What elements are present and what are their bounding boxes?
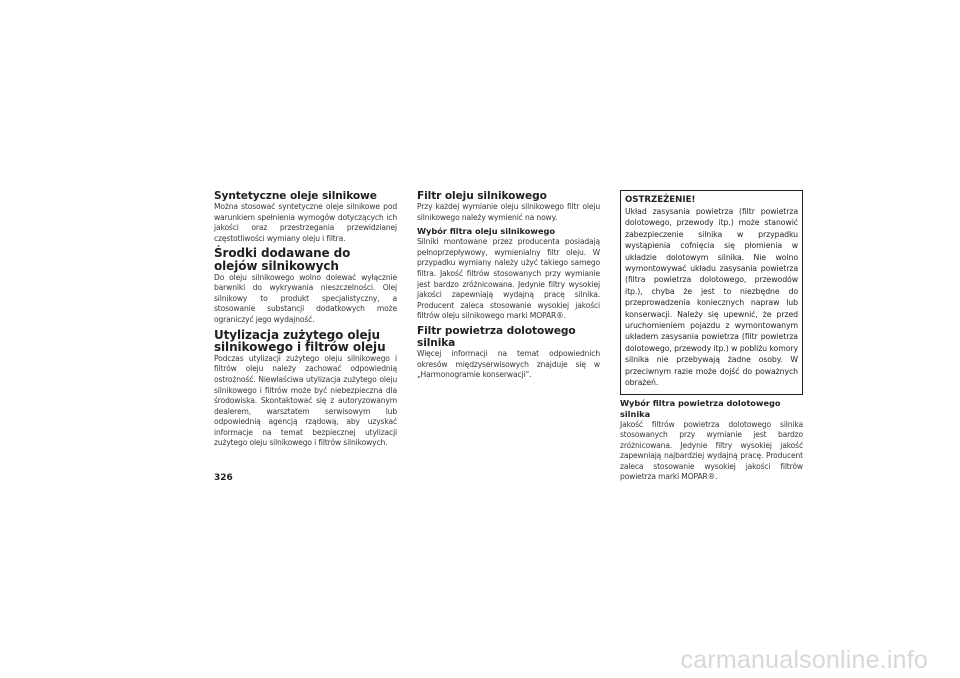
right-column: [620, 190, 803, 486]
section-heading-oil-additives: Środki dodawane do olejów silnikowych: [214, 246, 351, 273]
section-heading-oil-disposal: Utylizacja zużytego oleju silnikowego i filtrów oleju: [214, 327, 386, 355]
watermark: carmanualsonline.info: [680, 646, 928, 674]
section-body-oil-filter: Przy każdej wymianie oleju silnikowego filtr oleju silnikowego należy wymienić na nowy.: [417, 202, 600, 222]
left-column: [214, 190, 397, 452]
subheading-oil-filter-selection: Wybór filtra oleju silnikowego: [417, 226, 555, 237]
section-body-oil-disposal: Podczas utylizacji zużytego oleju silnikowego i filtrów oleju należy zachować odpowiednią ostrożność. Niewłaściwa utylizacja zużytego oleju silnikowego i filtrów może być niebezpieczna dla środowiska. Skontaktować się z autoryzowanym dealerem, warsztatem serwisowym lub odpowiednią agencją rządową, aby uzyskać informacje na temat bezpiecznej utylizacji zużytego oleju silnikowego i filtrów silnikowych.: [214, 353, 397, 448]
warning-title: OSTRZEŻENIE!: [625, 195, 696, 205]
section-body-air-filter: Więcej informacji na temat odpowiednich okresów międzyserwisowych znajduje się w „Harmonogramie konserwacji”.: [417, 348, 600, 380]
warning-text: Układ zasysania powietrza (filtr powietrza dolotowego, przewody itp.) może stanowić zabezpieczenie silnika w przypadku wystąpienia cofnięcia się płomienia w układzie dolotowym silnika. Nie wolno wymontowywać układu zasysania powietrza (filtra powietrza dolotowego, przewodów itp.), chyba że jest to niezbędne do przeprowadzenia koniecznych napraw lub konserwacji. Należy się upewnić, że przed uruchomieniem pojazdu z wymontowanym układem zasysania powietrza (filtr powietrza dolotowego, przewody itp.) w pobliżu komory silnika nie przebywają żadne osoby. W przeciwnym razie może dojść do poważnych obrażeń.: [625, 207, 798, 388]
section-body-oil-additives: Do oleju silnikowego wolno dolewać wyłącznie barwniki do wykrywania nieszczelności. Olej silnikowy to produkt specjalistyczny, a stosowanie substancji dodatkowych może ograniczyć jego wydajność.: [214, 272, 397, 324]
section-heading-oil-filter: Filtr oleju silnikowego: [417, 190, 547, 202]
section-heading-air-filter: Filtr powietrza dolotowego silnika: [417, 324, 576, 349]
page-number: 326: [214, 473, 233, 483]
middle-column: [417, 190, 600, 384]
warning-box: [620, 190, 803, 395]
section-body-synthetic-oils: Można stosować syntetyczne oleje silnikowe pod warunkiem spełnienia wymogów dotyczących ich jakości oraz przestrzegania przewidzianej częstotliwości wymiany oleju i filtra.: [214, 202, 397, 243]
body-air-filter-selection: Jakość filtrów powietrza dolotowego silnika stosowanych przy wymianie jest bardzo zróżnicowana. Jedynie filtry wysokiej jakość zapewniają najbardziej wydajną pracę. Producent zaleca stosowanie wysokiej jakości filtrów powietrza marki MOPAR®.: [620, 419, 803, 482]
body-oil-filter-selection: Silniki montowane przez producenta posiadają pełnoprzepływowy, wymienialny filtr oleju. W przypadku wymiany należy użyć takiego samego filtra. Jakość filtrów stosowanych przy wymianie jest bardzo zróżnicowana. Jedynie filtry wysokiej jakości zapewniają wydajną pracę silnika. Producent zaleca stosowanie wysokiej jakości filtrów oleju silnikowego marki MOPAR®.: [417, 237, 600, 321]
section-heading-synthetic-oils: Syntetyczne oleje silnikowe: [214, 190, 377, 202]
subheading-air-filter-selection: Wybór filtra powietrza dolotowego silnika: [620, 397, 781, 419]
